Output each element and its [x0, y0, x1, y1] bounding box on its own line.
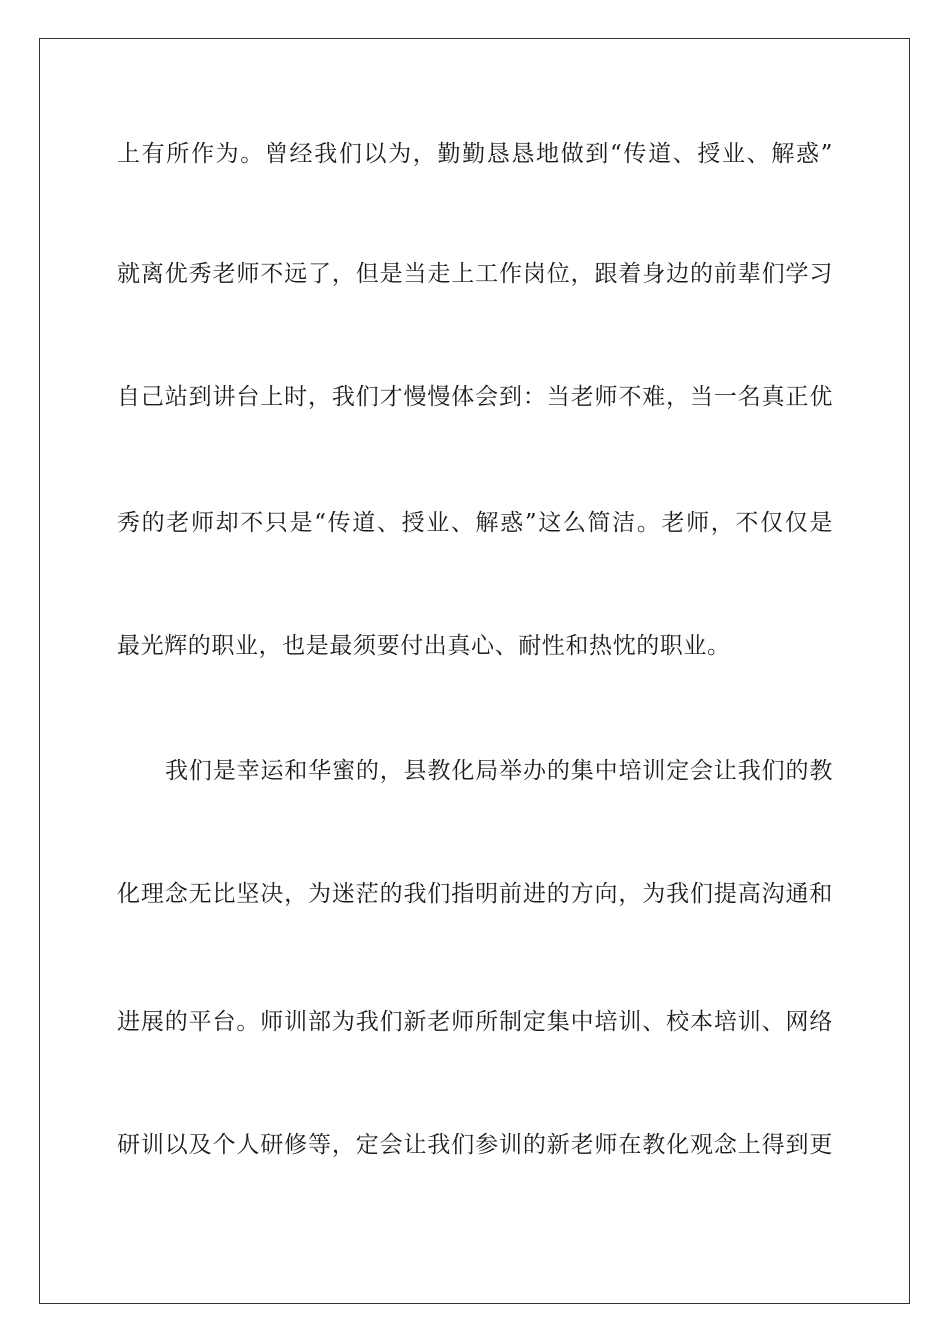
text-line: 进展的平台。师训部为我们新老师所制定集中培训、校本培训、网络: [117, 1009, 833, 1035]
text-line: 自己站到讲台上时，我们才慢慢体会到：当老师不难，当一名真正优: [117, 384, 833, 410]
text-line: 研训以及个人研修等，定会让我们参训的新老师在教化观念上得到更: [117, 1132, 833, 1158]
text-line: 秀的老师却不只是“传道、授业、解惑”这么简洁。老师，不仅仅是: [117, 510, 833, 536]
text-line: 上有所作为。曾经我们以为，勤勤恳恳地做到“传道、授业、解惑”: [117, 141, 833, 167]
paragraph-first-line: 我们是幸运和华蜜的，县教化局举办的集中培训定会让我们的教: [165, 758, 833, 784]
text-line: 化理念无比坚决，为迷茫的我们指明前进的方向，为我们提高沟通和: [117, 881, 833, 907]
text-line: 最光辉的职业，也是最须要付出真心、耐性和热忱的职业。: [117, 633, 731, 659]
text-line: 就离优秀老师不远了，但是当走上工作岗位，跟着身边的前辈们学习: [117, 261, 833, 287]
page-border: [39, 38, 910, 1304]
